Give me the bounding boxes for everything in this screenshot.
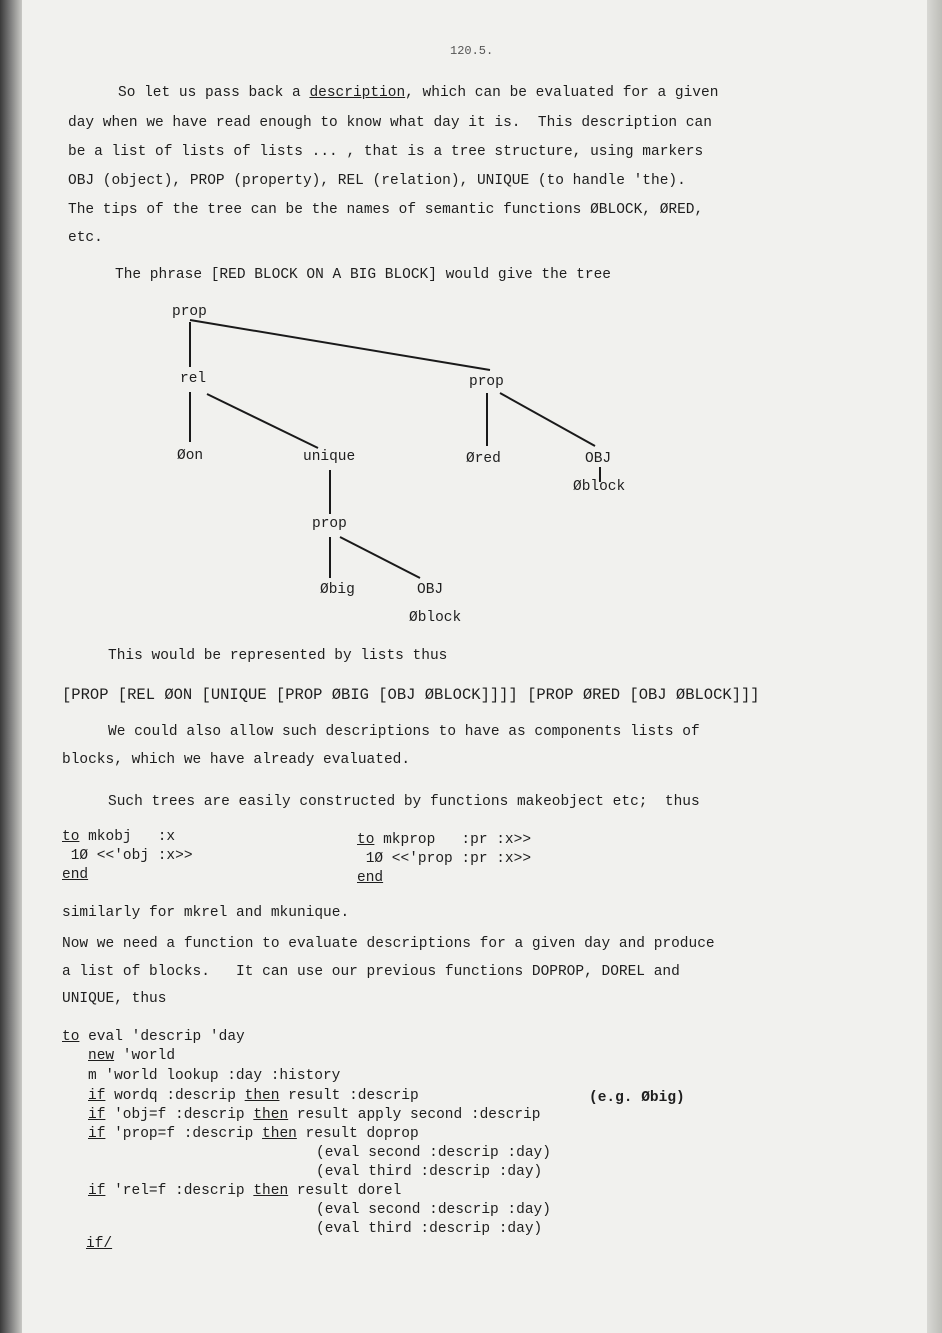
eval-code-line-8: (eval third :descrip :day) — [316, 1164, 543, 1180]
mkprop-body: 1Ø <<'prop :pr :x>> — [357, 851, 532, 867]
components-line-2: blocks, which we have already evaluated. — [62, 752, 411, 768]
phrase-line: The phrase [RED BLOCK ON A BIG BLOCK] would give the tree — [115, 267, 611, 283]
eval-code-line-1: to eval 'descrip 'day — [62, 1029, 245, 1045]
mkprop-head: to mkprop :pr :x>> — [357, 832, 532, 848]
mkobj-body: 1Ø <<'obj :x>> — [62, 848, 193, 864]
eval-code-line-10: (eval second :descrip :day) — [316, 1202, 551, 1218]
eval-code-line-4: if wordq :descrip then result :descrip — [88, 1088, 419, 1104]
intro-line-5: The tips of the tree can be the names of semantic functions ØBLOCK, ØRED, — [68, 202, 704, 218]
eval-code-line-7: (eval second :descrip :day) — [316, 1145, 551, 1161]
binding-spine — [0, 0, 22, 1333]
page-header: 120.5. — [450, 44, 494, 58]
intro-line-3: be a list of lists of lists ... , that is a tree structure, using markers — [68, 144, 704, 160]
eval-code-line-5: if 'obj=f :descrip then result apply second :descrip — [88, 1107, 541, 1123]
tree-node-unique: unique — [303, 449, 356, 465]
eval-code-line-9: if 'rel=f :descrip then result dorel — [88, 1183, 402, 1199]
components-line-1: We could also allow such descriptions to have as components lists of — [108, 724, 700, 740]
tree-node-prop-root: prop — [172, 304, 207, 320]
tree-node-rel: rel — [180, 371, 207, 387]
mkobj-head: to mkobj :x — [62, 829, 176, 845]
eval-code-note: (e.g. Øbig) — [589, 1090, 685, 1106]
tree-node-prop-right: prop — [469, 374, 504, 390]
represented-line: This would be represented by lists thus — [108, 648, 448, 664]
trees-line: Such trees are easily constructed by functions makeobject etc; thus — [108, 794, 700, 810]
tree-node-obj-1: OBJ — [585, 451, 612, 467]
tree-node-block-1: Øblock — [573, 479, 626, 495]
similarly-line: similarly for mkrel and mkunique. — [62, 905, 350, 921]
tree-node-on: Øon — [177, 448, 204, 464]
eval-code-line-12: if/ — [86, 1236, 113, 1252]
eval-intro-line-2: a list of blocks. It can use our previous functions DOPROP, DOREL and — [62, 964, 680, 980]
eval-code-line-6: if 'prop=f :descrip then result doprop — [88, 1126, 419, 1142]
eval-code-line-3: m 'world lookup :day :history — [88, 1068, 341, 1084]
eval-intro-line-3: UNIQUE, thus — [62, 991, 167, 1007]
page-edge — [927, 0, 942, 1333]
mkprop-end: end — [357, 870, 384, 886]
tree-node-obj-2: OBJ — [417, 582, 444, 598]
tree-node-prop-mid: prop — [312, 516, 347, 532]
eval-code-line-2: new 'world — [88, 1048, 176, 1064]
intro-line-1: So let us pass back a description, which can be evaluated for a given — [118, 85, 719, 101]
intro-line-2: day when we have read enough to know what day it is. This description can — [68, 115, 712, 131]
eval-code-line-11: (eval third :descrip :day) — [316, 1221, 543, 1237]
list-expression: [PROP [REL ØON [UNIQUE [PROP ØBIG [OBJ ØBLOCK]]]] [PROP ØRED [OBJ ØBLOCK]]] — [62, 686, 760, 704]
tree-node-red: Øred — [466, 451, 501, 467]
tree-node-block-2: Øblock — [409, 610, 462, 626]
eval-intro-line-1: Now we need a function to evaluate descriptions for a given day and produce — [62, 936, 715, 952]
intro-line-6: etc. — [68, 230, 103, 246]
tree-node-big: Øbig — [320, 582, 355, 598]
intro-line-4: OBJ (object), PROP (property), REL (relation), UNIQUE (to handle 'the). — [68, 173, 686, 189]
mkobj-end: end — [62, 867, 89, 883]
